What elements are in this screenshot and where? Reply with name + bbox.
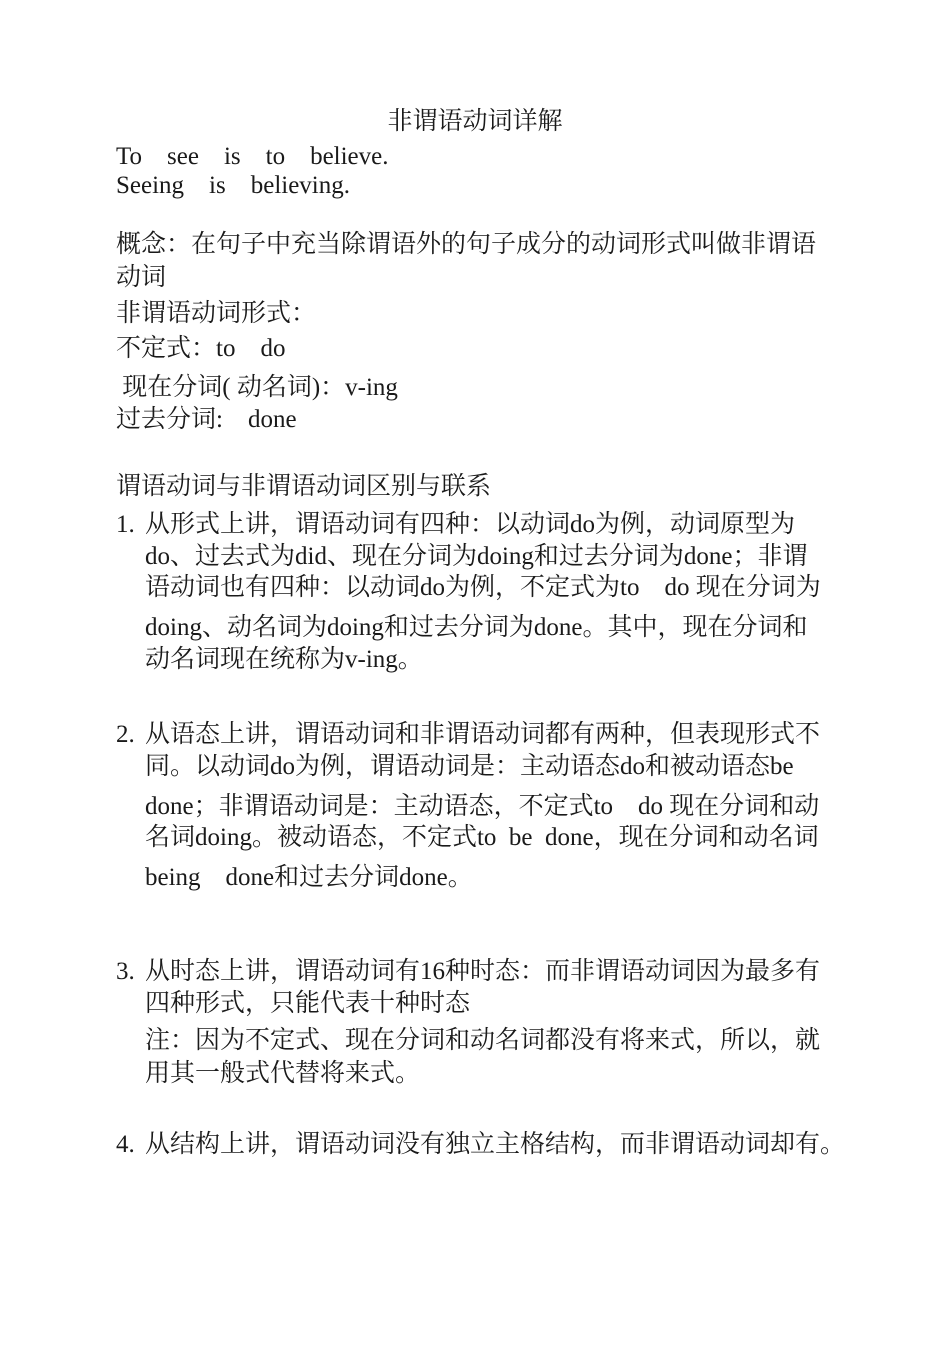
item-line: 从结构上讲，谓语动词没有独立主格结构，而非谓语动词却有。 xyxy=(145,1131,846,1158)
section-heading: 谓语动词与非谓语动词区别与联系 xyxy=(116,473,492,500)
motto-line-1: To see is to believe. xyxy=(116,143,389,170)
item-line: 动名词现在统称为v-ing。 xyxy=(145,646,423,673)
item-line: 从形式上讲，谓语动词有四种：以动词do为例，动词原型为 xyxy=(145,511,796,538)
list-item xyxy=(116,720,846,893)
list-item xyxy=(116,957,846,1089)
item-line: doing、动名词为doing和过去分词为done。其中，现在分词和 xyxy=(145,614,808,641)
form-past-participle: 过去分词: done xyxy=(116,406,297,433)
item-line: 名词doing。被动语态，不定式to be done，现在分词和动名词 xyxy=(145,824,819,851)
item-line: do、过去式为did、现在分词为doing和过去分词为done；非谓 xyxy=(145,543,808,570)
item-number: 4. xyxy=(116,1131,135,1158)
item-line: 从语态上讲，谓语动词和非谓语动词都有两种，但表现形式不 xyxy=(145,721,821,748)
item-line: 同。以动词do为例，谓语动词是：主动语态do和被动语态be xyxy=(145,753,794,780)
item-line: being done和过去分词done。 xyxy=(145,864,473,891)
item-line: 四种形式，只能代表十种时态 xyxy=(145,990,471,1017)
form-present-participle: 现在分词( 动名词)：v-ing xyxy=(116,374,398,401)
item-number: 1. xyxy=(116,511,135,538)
item-number: 3. xyxy=(116,958,135,985)
form-infinitive: 不定式：to do xyxy=(116,335,286,362)
item-line: 从时态上讲，谓语动词有16种时态：而非谓语动词因为最多有 xyxy=(145,958,821,985)
item-number: 2. xyxy=(116,721,135,748)
concept-line-1: 概念：在句子中充当除谓语外的句子成分的动词形式叫做非谓语 xyxy=(116,231,817,258)
item-body xyxy=(145,1130,846,1160)
item-body xyxy=(145,510,846,675)
item-line: 用其一般式代替将来式。 xyxy=(145,1060,421,1087)
forms-heading: 非谓语动词形式： xyxy=(116,300,317,327)
motto-line-2: Seeing is believing. xyxy=(116,172,350,199)
item-line: done；非谓语动词是：主动语态，不定式to do 现在分词和动 xyxy=(145,793,820,820)
item-line: 注：因为不定式、现在分词和动名词都没有将来式，所以，就 xyxy=(145,1027,821,1054)
item-body xyxy=(145,720,846,893)
concept-line-2: 动词 xyxy=(116,264,167,291)
item-body xyxy=(145,957,846,1089)
list-item xyxy=(116,1130,846,1160)
item-line: 语动词也有四种：以动词do为例，不定式为to do 现在分词为 xyxy=(145,574,821,601)
page-title: 非谓语动词详解 xyxy=(387,108,563,135)
list-item xyxy=(116,510,846,675)
